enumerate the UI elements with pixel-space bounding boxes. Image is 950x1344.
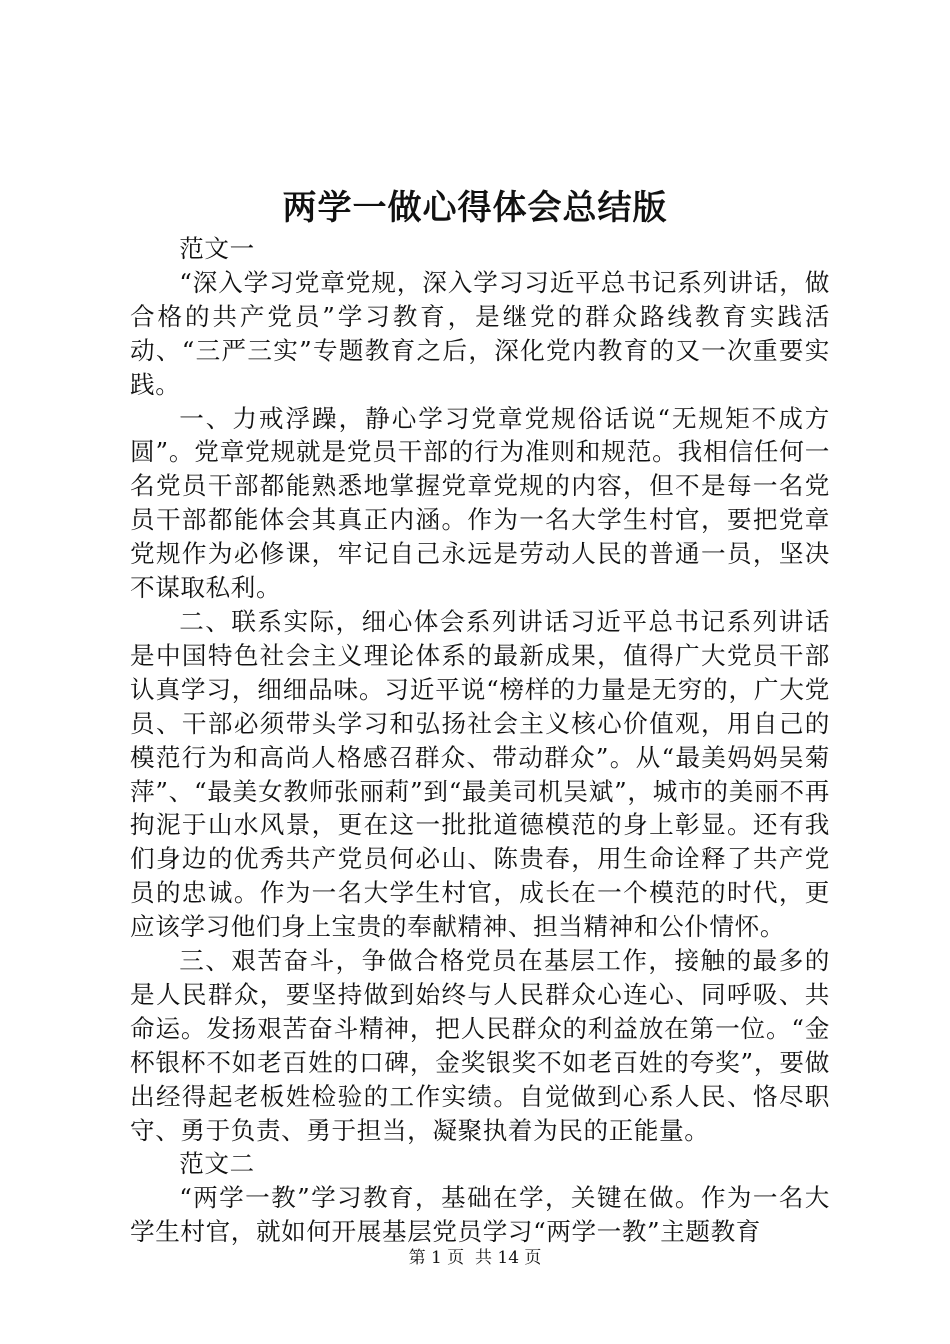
body-paragraph: 二、联系实际，细心体会系列讲话习近平总书记系列讲话是中国特色社会主义理论体系的最新成果，值得广大党员干部认真学习，细细品味。习近平说“榜样的力量是无穷的，广大党员、干部必须带头学习和弘扬社会主义核心价值观，用自己的模范行为和高尚人格感召群众、带动群众”。从“最美妈妈吴菊萍”、“最美女教师张丽莉”到“最美司机吴斌”，城市的美丽不再拘泥于山水风景，更在这一批批道德模范的身上彰显。还有我们身边的优秀共产党员何必山、陈贵春，用生命诠释了共产党员的忠诚。作为一名大学生村官，成长在一个模范的时代，更应该学习他们身上宝贵的奉献精神、担当精神和公仆情怀。 bbox=[130, 606, 830, 942]
section-heading-fanwen-2: 范文二 bbox=[179, 1149, 255, 1179]
document-body bbox=[130, 232, 830, 1249]
body-paragraph: “两学一教”学习教育，基础在学，关键在做。作为一名大学生村官，就如何开展基层党员学习“两学一教”主题教育 bbox=[130, 1183, 830, 1247]
section-heading-fanwen-1: 范文一 bbox=[179, 234, 255, 263]
document-title: 两学一做心得体会总结版 bbox=[282, 188, 668, 228]
body-paragraph: 一、力戒浮躁，静心学习党章党规俗话说“无规矩不成方圆”。党章党规就是党员干部的行为准则和规范。我相信任何一名党员干部都能熟悉地掌握党章党规的内容，但不是每一名党员干部都能体会其真正内涵。作为一名大学生村官，要把党章党规作为必修课，牢记自己永远是劳动人民的普通一员，坚决不谋取私利。 bbox=[130, 403, 830, 603]
body-paragraph: “深入学习党章党规，深入学习习近平总书记系列讲话，做合格的共产党员”学习教育，是继党的群众路线教育实践活动、“三严三实”专题教育之后，深化党内教育的又一次重要实践。 bbox=[130, 267, 830, 399]
body-paragraph: 三、艰苦奋斗，争做合格党员在基层工作，接触的最多的是人民群众，要坚持做到始终与人民群众心连心、同呼吸、共命运。发扬艰苦奋斗精神，把人民群众的利益放在第一位。“金杯银杯不如老百姓的口碑，金奖银奖不如老百姓的夸奖”，要做出经得起老板姓检验的工作实绩。自觉做到心系人民、恪尽职守、勇于负责、勇于担当，凝聚执着为民的正能量。 bbox=[130, 946, 830, 1145]
page-footer: 第 1 页 共 14 页 bbox=[408, 1248, 542, 1268]
